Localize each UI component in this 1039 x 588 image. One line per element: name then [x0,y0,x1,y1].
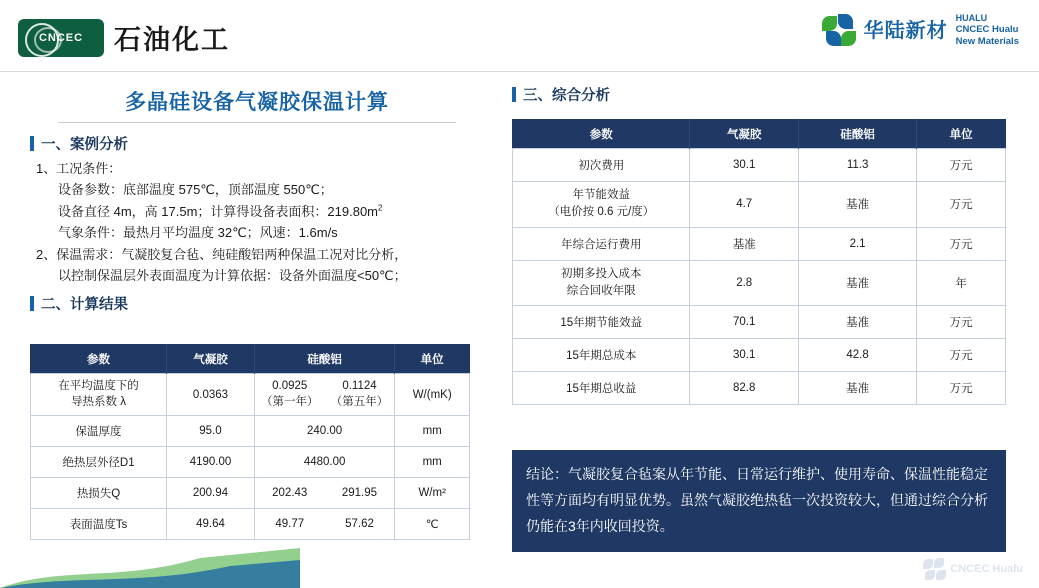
cell-silicate-0 [254,374,394,416]
cncec-badge-text: CNCEC [38,31,84,44]
cell-silicate-3 [254,478,394,509]
table-row [513,372,1006,405]
left-column [22,78,492,318]
table-header-row [513,120,1006,149]
col-silicate-r: 硅酸铝 [798,120,916,149]
r1-param-l2: （电价按 0.6 元/度） [548,206,655,219]
r1-aerogel: 4.7 [690,182,798,228]
table-row [513,149,1006,182]
section2-label: 二、计算结果 [41,296,128,313]
cell-silicate-4-a: 49.77 [255,509,325,539]
r3-param-l1: 初期多投入成本 [560,267,642,280]
r3-unit: 年 [917,260,1006,306]
line-equipment-size [58,201,492,222]
hualu-en-line1: CNCEC Hualu [955,24,1019,36]
footer-wave-decoration [0,548,300,588]
cell-silicate-3-a: 202.43 [255,478,325,508]
table-row [513,182,1006,228]
table-header-row [31,345,470,374]
cell-silicate-4 [254,509,394,540]
hualu-wordmark [864,20,948,42]
section-heading-case-analysis [30,133,492,154]
col-unit: 单位 [395,345,470,374]
r5-unit: 万元 [917,339,1006,372]
section3-label: 三、综合分析 [523,88,610,104]
r6-silicate: 基准 [798,372,916,405]
cell-aerogel-2: 4190.00 [167,447,255,478]
cell-param-0-l1: 在平均温度下的 [58,380,139,392]
cell-param-2: 绝热层外径D1 [31,447,167,478]
r2-param: 年综合运行费用 [513,227,690,260]
table-row [513,339,1006,372]
right-column [512,84,1018,405]
hualu-en-line2: New Materials [955,35,1019,47]
cell-unit-2: mm [395,447,470,478]
table-row [31,374,470,416]
r0-aerogel: 30.1 [690,149,798,182]
r5-param: 15年期总成本 [513,339,690,372]
cell-aerogel-3: 200.94 [167,478,255,509]
conclusion-box: 结论：气凝胶复合毡案从年节能、日常运行维护、使用寿命、保温性能稳定性等方面均有明显优势。虽然气凝胶绝热毡一次投资较大，但通过综合分析仍能在3年内收回投资。 [512,450,1006,552]
calculation-results-table [30,344,470,540]
r6-aerogel: 82.8 [690,372,798,405]
header-divider [0,71,1039,72]
hualu-english [956,14,1019,48]
r5-silicate: 42.8 [798,339,916,372]
hualu-abbr: HUALU [955,13,988,24]
r0-param: 初次费用 [513,149,690,182]
table-row [31,416,470,447]
hualu-name-cn: 华陆新材 [863,20,948,42]
cell-silicate-0-b [325,374,395,415]
cell-aerogel-1: 95.0 [167,416,255,447]
col-param-r: 参数 [513,120,690,149]
col-aerogel-r: 气凝胶 [690,120,798,149]
r4-silicate: 基准 [798,306,916,339]
item-insulation-demand-cont: 以控制保温层外表面温度为计算依据：设备外面温度<50℃； [58,268,407,284]
cell-silicate-0-a-val: 0.0925 [272,380,308,392]
cell-param-3: 热损失Q [31,478,167,509]
table-row [513,227,1006,260]
section-heading-comprehensive [512,84,1018,105]
cell-silicate-4-b: 57.62 [325,509,395,539]
line2-superscript: 2 [378,203,383,213]
cell-param-0 [31,374,167,416]
title-divider [58,122,456,123]
page-title: 多晶硅设备气凝胶保温计算 [125,91,389,114]
line-equipment-params: 设备参数：底部温度 575℃，顶部温度 550℃； [58,182,333,198]
r4-param: 15年期节能效益 [513,306,690,339]
section1-label: 一、案例分析 [41,137,128,153]
r3-aerogel: 2.8 [690,260,798,306]
r1-unit: 万元 [917,182,1006,228]
col-unit-r: 单位 [917,120,1006,149]
cell-silicate-0-b-val: 0.1124 [342,380,377,392]
company-title: 石油化工 [114,25,230,55]
table-row [31,447,470,478]
cell-aerogel-0: 0.0363 [167,374,255,416]
r3-silicate: 基准 [798,260,916,306]
r3-param-l2: 综合回收年限 [566,284,636,297]
r1-param [513,182,690,228]
col-aerogel: 气凝胶 [167,345,255,374]
table-row [513,306,1006,339]
section-bar-icon [30,136,34,151]
cell-silicate-3-b: 291.95 [325,478,395,508]
cell-unit-3: W/m² [395,478,470,509]
watermark-text: CNCEC Hualu [950,563,1023,575]
item-working-conditions: 1、工况条件： [36,161,122,176]
watermark-leaf-icon [923,558,945,580]
section-bar-icon-3 [512,87,516,102]
r5-aerogel: 30.1 [690,339,798,372]
cell-silicate-1: 240.00 [254,416,394,447]
section-bar-icon-2 [30,296,34,311]
r3-param [513,260,690,306]
cell-param-1: 保温厚度 [31,416,167,447]
cell-param-4: 表面温度Ts [31,509,167,540]
r1-silicate: 基准 [798,182,916,228]
table-row [513,260,1006,306]
cell-silicate-0-a [255,374,325,415]
hualu-leaf-icon [822,14,856,48]
cell-unit-1: mm [395,416,470,447]
r4-unit: 万元 [917,306,1006,339]
line2-text: 设备直径 4m，高 17.5m；计算得设备表面积：219.80m [58,203,379,219]
r2-aerogel: 基准 [690,227,798,260]
cncec-badge-icon [18,19,104,57]
line-weather: 气象条件：最热月平均温度 32℃；风速：1.6m/s [58,225,338,241]
r2-unit: 万元 [917,227,1006,260]
cell-silicate-0-b-note: （第五年） [330,395,389,408]
r0-silicate: 11.3 [798,149,916,182]
cell-silicate-2: 4480.00 [254,447,394,478]
col-param: 参数 [31,345,167,374]
cell-unit-0: W/(mK) [395,374,470,416]
comprehensive-analysis-table [512,119,1006,405]
r6-unit: 万元 [917,372,1006,405]
item-insulation-demand: 2、保温需求：气凝胶复合毡、纯硅酸铝两种保温工况对比分析， [36,246,408,262]
cell-silicate-0-a-note: （第一年） [260,395,319,408]
footer-watermark [923,558,1023,580]
col-silicate: 硅酸铝 [254,345,394,374]
table-row [31,509,470,540]
cncec-logo [18,18,230,57]
cell-unit-4: ℃ [395,509,470,540]
r6-param: 15年期总收益 [513,372,690,405]
r1-param-l1: 年节能效益 [572,189,630,201]
slide-header [0,0,1039,72]
r4-aerogel: 70.1 [690,306,798,339]
calculation-results-table-wrap [30,344,470,540]
table-row [31,478,470,509]
section-heading-calc-results [30,293,492,314]
r2-silicate: 2.1 [798,227,916,260]
r0-unit: 万元 [917,149,1006,182]
cell-aerogel-4: 49.64 [167,509,255,540]
cell-param-0-l2: 导热系数 λ [71,395,127,408]
hualu-logo [822,14,1019,48]
